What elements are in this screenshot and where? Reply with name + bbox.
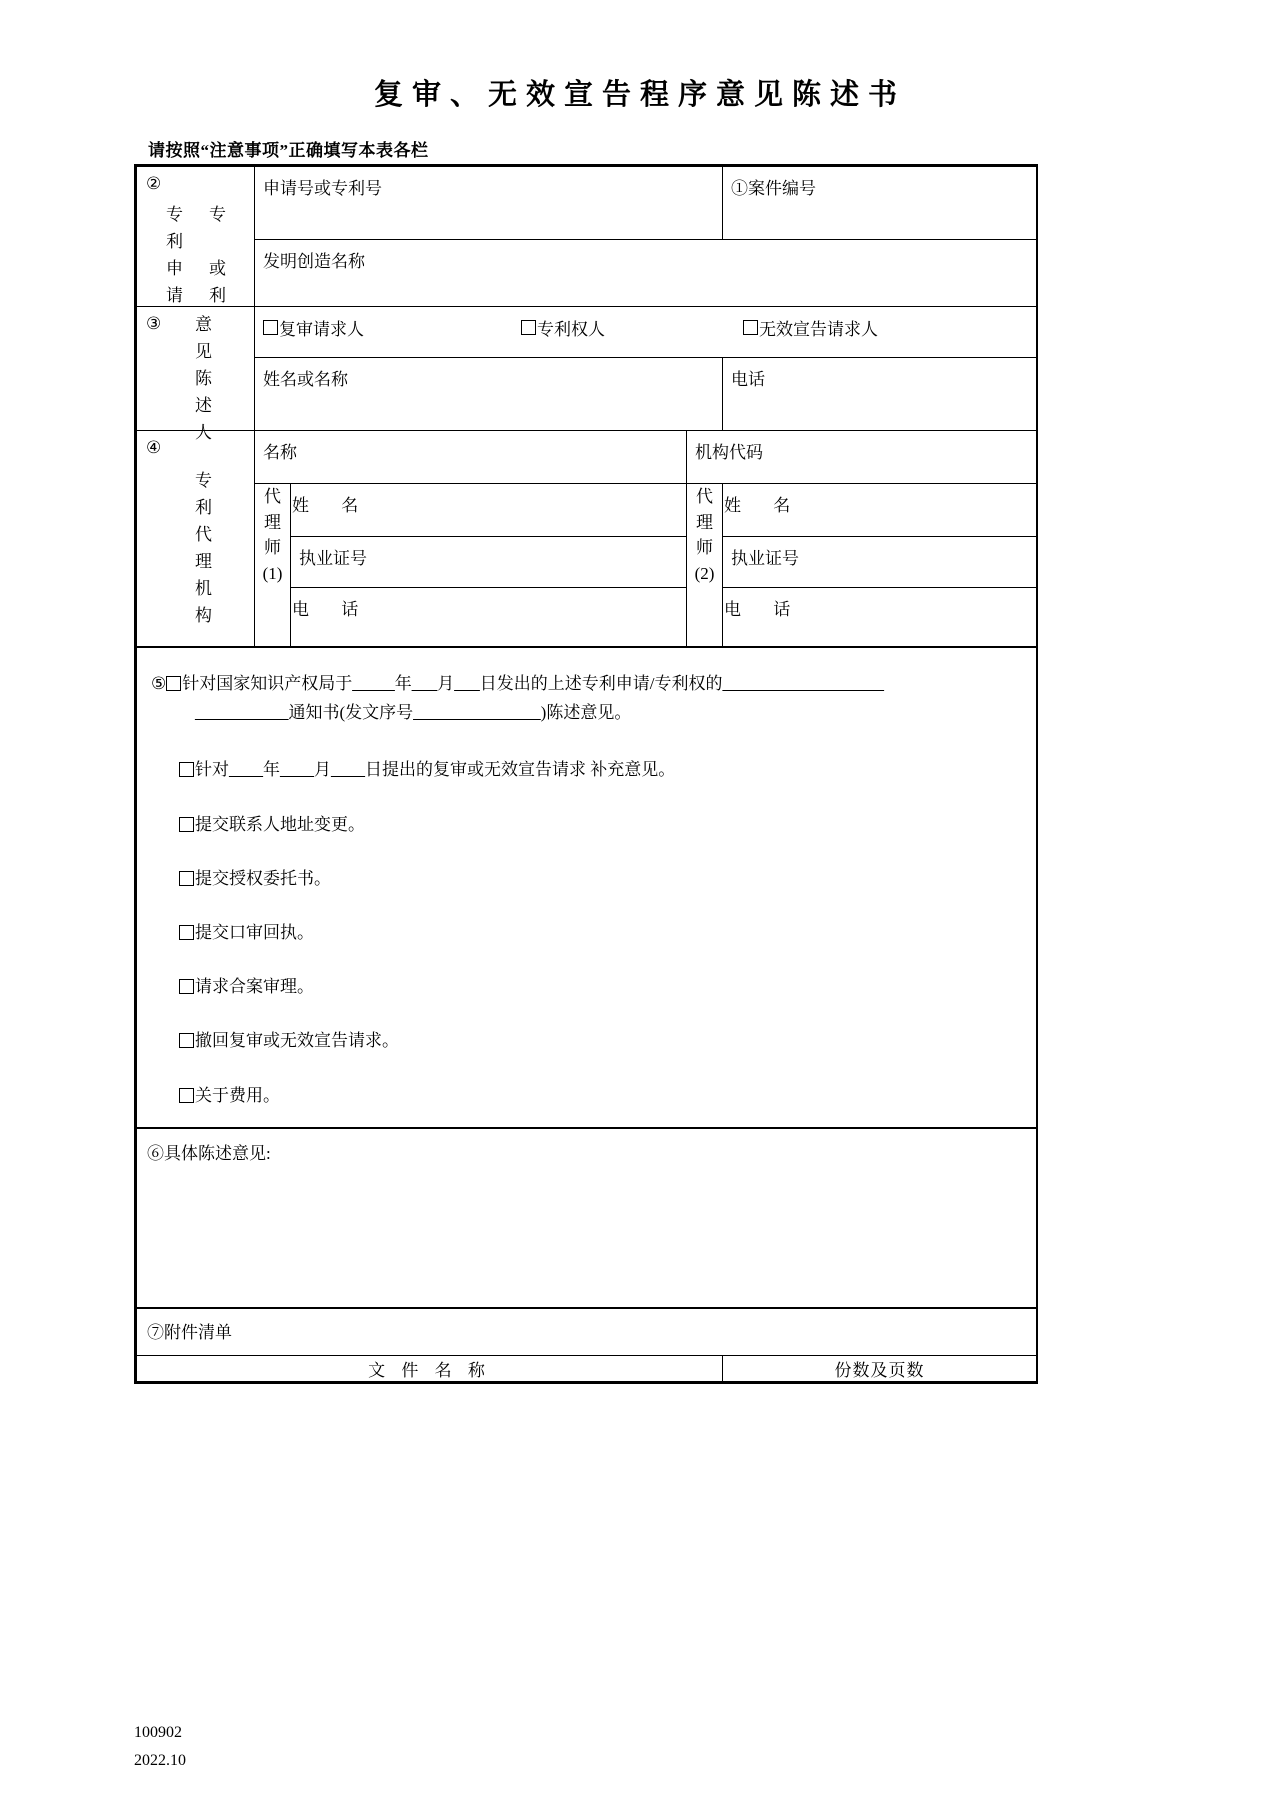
section5-cell bbox=[137, 647, 1037, 1128]
agent1-name-label: 姓 名 bbox=[292, 496, 373, 515]
section7-label: ⑦附件清单 bbox=[147, 1322, 232, 1342]
footer-version-date: 2022.10 bbox=[134, 1752, 186, 1769]
statement-person-name-field[interactable] bbox=[255, 358, 723, 431]
agent1-license-field[interactable] bbox=[291, 537, 687, 588]
checkbox-withdraw-request[interactable] bbox=[179, 1033, 194, 1048]
item3-label: 提交口审回执。 bbox=[195, 922, 314, 942]
section6-row bbox=[137, 1128, 1037, 1308]
section4-vertical-text: 专 利 代 理 机 构 bbox=[195, 471, 212, 625]
label-invalidation-requester: 无效宣告请求人 bbox=[759, 320, 878, 339]
section6-detailed-opinion-field[interactable] bbox=[137, 1128, 1037, 1308]
section5-statement-line1 bbox=[151, 670, 1022, 697]
agent2-license-label: 执业证号 bbox=[731, 549, 799, 568]
agent2-phone-label: 电 话 bbox=[724, 600, 805, 619]
section5-row bbox=[137, 647, 1037, 1128]
statement-person-name-label: 姓名或名称 bbox=[263, 370, 348, 389]
agent2-title: 代 理 师 (2) bbox=[687, 484, 723, 648]
agency-code-label: 机构代码 bbox=[695, 443, 763, 462]
agency-code-field[interactable] bbox=[687, 431, 1037, 484]
agent2-name-field[interactable] bbox=[723, 484, 1037, 537]
section5-statement-line2 bbox=[195, 699, 1022, 726]
section5-l1-blank-month[interactable]: ___ bbox=[411, 674, 438, 693]
agent1-license-label: 执业证号 bbox=[299, 549, 367, 568]
section5-l1-blank-year[interactable]: _____ bbox=[352, 674, 395, 693]
section2-vertical-right: 专 或 利 bbox=[209, 205, 226, 305]
section2-vertical-left: 专 利 申 请 bbox=[166, 205, 183, 305]
checkbox-oral-hearing-receipt[interactable] bbox=[179, 925, 194, 940]
checkbox-patentee[interactable] bbox=[521, 320, 536, 335]
section5-l1-blank-day[interactable]: ___ bbox=[454, 674, 480, 693]
application-number-label: 申请号或专利号 bbox=[263, 179, 382, 198]
agent2-phone-field[interactable] bbox=[723, 588, 1037, 648]
section5-l2-p2: )陈述意见。 bbox=[540, 703, 632, 723]
section4-number: ④ bbox=[146, 438, 162, 457]
invention-title-label: 发明创造名称 bbox=[263, 252, 365, 271]
item4-label: 请求合案审理。 bbox=[195, 977, 314, 997]
agent1-name-field[interactable] bbox=[291, 484, 687, 537]
item1-label: 提交联系人地址变更。 bbox=[195, 814, 365, 834]
section5-l1-p4: 日发出的上述专利申请/专利权的 bbox=[479, 674, 723, 693]
form-instruction: 请按照“注意事项”正确填写本表各栏 bbox=[148, 141, 429, 160]
section4-vertical-label bbox=[137, 431, 255, 648]
item0-blank-month[interactable]: ____ bbox=[280, 760, 314, 780]
item0-seg2: 年 bbox=[263, 760, 280, 780]
section5-number: ⑤ bbox=[151, 674, 167, 693]
statement-person-type-group bbox=[255, 307, 1037, 358]
invention-title-field[interactable] bbox=[255, 240, 1037, 307]
agent1-title: 代 理 师 (1) bbox=[255, 484, 291, 648]
section5-l1-p2: 年 bbox=[394, 674, 412, 693]
statement-person-phone-field[interactable] bbox=[723, 358, 1037, 431]
agent2-name-label: 姓 名 bbox=[724, 496, 805, 515]
checkbox-invalidation-requester[interactable] bbox=[743, 320, 758, 335]
label-reexam-requester: 复审请求人 bbox=[279, 320, 364, 339]
agency-name-field[interactable] bbox=[255, 431, 687, 484]
section5-l1-p3: 月 bbox=[437, 674, 455, 693]
item0-seg0: 针对 bbox=[195, 760, 229, 780]
section5-l1-blank-type[interactable]: ___________________ bbox=[722, 674, 884, 693]
section5-l2-p1: 通知书(发文序号 bbox=[288, 703, 414, 723]
patent-form-table bbox=[134, 164, 1038, 1384]
checkbox-option-invalidation-requester[interactable] bbox=[743, 315, 878, 340]
attachment-col-header-count: 份数及页数 bbox=[723, 1355, 1037, 1381]
checkbox-about-fees[interactable] bbox=[179, 1088, 194, 1103]
item0-seg4: 月 bbox=[314, 760, 331, 780]
item0-blank-year[interactable]: ____ bbox=[229, 760, 263, 780]
section7-table-header-row bbox=[137, 1355, 1037, 1381]
section6-label: ⑥具体陈述意见: bbox=[147, 1143, 271, 1163]
checkbox-power-of-attorney[interactable] bbox=[179, 871, 194, 886]
section3-vertical-text: 意 见 陈 述 人 bbox=[195, 315, 212, 442]
section5-item-address-change bbox=[179, 811, 1022, 838]
section7-attachment-list-cell bbox=[137, 1308, 1037, 1356]
agency-name-label: 名称 bbox=[263, 443, 297, 462]
section5-content bbox=[137, 648, 1036, 1127]
section2-vertical-label bbox=[137, 167, 255, 307]
item2-label: 提交授权委托书。 bbox=[195, 868, 331, 888]
label-patentee: 专利权人 bbox=[537, 320, 605, 339]
item6-label: 关于费用。 bbox=[195, 1085, 280, 1105]
footer-form-code: 100902 bbox=[134, 1724, 182, 1741]
section5-item-about-fees bbox=[179, 1082, 1022, 1109]
checkbox-option-patentee[interactable] bbox=[521, 315, 743, 340]
section5-item-joint-trial bbox=[179, 973, 1022, 1000]
section5-l1-p1: 针对国家知识产权局于 bbox=[182, 674, 353, 693]
checkbox-address-change[interactable] bbox=[179, 817, 194, 832]
agent1-phone-label: 电 话 bbox=[292, 600, 373, 619]
section5-item-supplement bbox=[179, 756, 1022, 783]
statement-person-phone-label: 电话 bbox=[731, 370, 765, 389]
section2-row-application bbox=[137, 167, 1037, 240]
section5-item-oral-hearing-receipt bbox=[179, 919, 1022, 946]
checkbox-supplement-opinion[interactable] bbox=[179, 762, 194, 777]
application-number-field[interactable] bbox=[255, 167, 723, 240]
section3-vertical-label bbox=[137, 307, 255, 442]
item0-seg6: 日提出的复审或无效宣告请求 补充意见。 bbox=[365, 760, 676, 780]
case-number-label: ①案件编号 bbox=[731, 179, 816, 198]
section7-row bbox=[137, 1308, 1037, 1356]
section3-number: ③ bbox=[146, 314, 162, 333]
page-title: 复审、无效宣告程序意见陈述书 bbox=[373, 79, 906, 111]
section5-item-withdraw-request bbox=[179, 1027, 1022, 1054]
section5-item-power-of-attorney bbox=[179, 865, 1022, 892]
checkbox-joint-trial[interactable] bbox=[179, 979, 194, 994]
section2-number: ② bbox=[146, 174, 162, 193]
section2-row-invention bbox=[137, 240, 1037, 307]
checkbox-notice-statement[interactable] bbox=[166, 676, 181, 691]
case-number-field[interactable] bbox=[723, 167, 1037, 240]
agent2-license-field[interactable] bbox=[723, 537, 1037, 588]
section5-l2-blank-serial[interactable]: _______________ bbox=[413, 703, 541, 723]
section3-row-checkboxes bbox=[137, 307, 1037, 358]
item5-label: 撤回复审或无效宣告请求。 bbox=[195, 1031, 399, 1051]
attachment-col-header-filename: 文 件 名 称 bbox=[137, 1355, 723, 1381]
item0-blank-day[interactable]: ____ bbox=[331, 760, 365, 780]
agent1-phone-field[interactable] bbox=[291, 588, 687, 648]
section5-l2-blank-notice[interactable]: ___________ bbox=[195, 703, 289, 723]
